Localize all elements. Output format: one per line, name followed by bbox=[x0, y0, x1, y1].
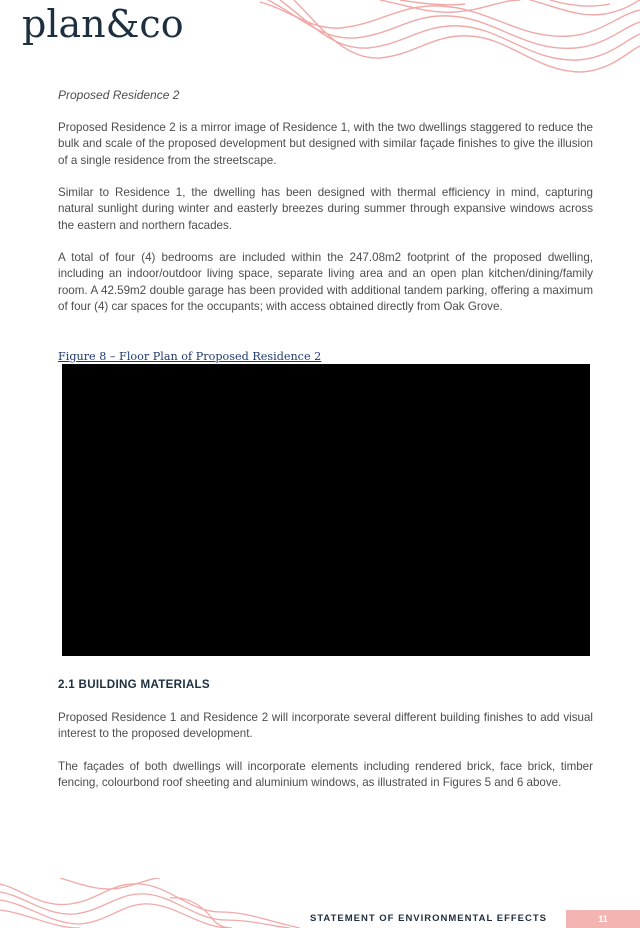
paragraph-facades: The façades of both dwellings will incorporate elements including rendered brick, face brick, timber fencing, colourbond roof sheeting and aluminium windows, as illustrated in Figures 5 and 6 above. bbox=[58, 760, 593, 790]
subheading-proposed-residence-2: Proposed Residence 2 bbox=[58, 88, 180, 102]
footer-document-title: STATEMENT OF ENVIRONMENTAL EFFECTS bbox=[310, 913, 548, 924]
topographic-decoration-bottom bbox=[0, 878, 300, 928]
section-heading-building-materials: 2.1 BUILDING MATERIALS bbox=[58, 678, 210, 691]
figure-caption: Figure 8 – Floor Plan of Proposed Residence 2 bbox=[58, 350, 322, 363]
company-logo: plan&co bbox=[22, 2, 184, 46]
paragraph-building-finishes: Proposed Residence 1 and Residence 2 will incorporate several different building finishes to add visual interest to the proposed development. bbox=[58, 711, 593, 741]
paragraph-bedrooms: A total of four (4) bedrooms are included within the 247.08m2 footprint of the proposed dwelling, including an indoor/outdoor living space, separate living area and an open plan kitchen/dining/family room. A 42.59m2 double garage has been provided with additional tandem parking, offering a maximum of four (4) car spaces for the occupants; with access obtained directly from Oak Grove. bbox=[58, 251, 593, 313]
topographic-decoration-top bbox=[260, 0, 640, 75]
page-number-badge: 11 bbox=[566, 910, 640, 928]
paragraph-thermal-efficiency: Similar to Residence 1, the dwelling has been designed with thermal efficiency in mind, capturing natural sunlight during winter and easterly breezes during summer through expansive windows across the eastern and northern facades. bbox=[58, 186, 593, 232]
floor-plan-image bbox=[62, 364, 590, 656]
paragraph-mirror-image: Proposed Residence 2 is a mirror image of Residence 1, with the two dwellings staggered to reduce the bulk and scale of the proposed development but designed with similar façade finishes to give the illusion of a single residence from the streetscape. bbox=[58, 121, 593, 167]
